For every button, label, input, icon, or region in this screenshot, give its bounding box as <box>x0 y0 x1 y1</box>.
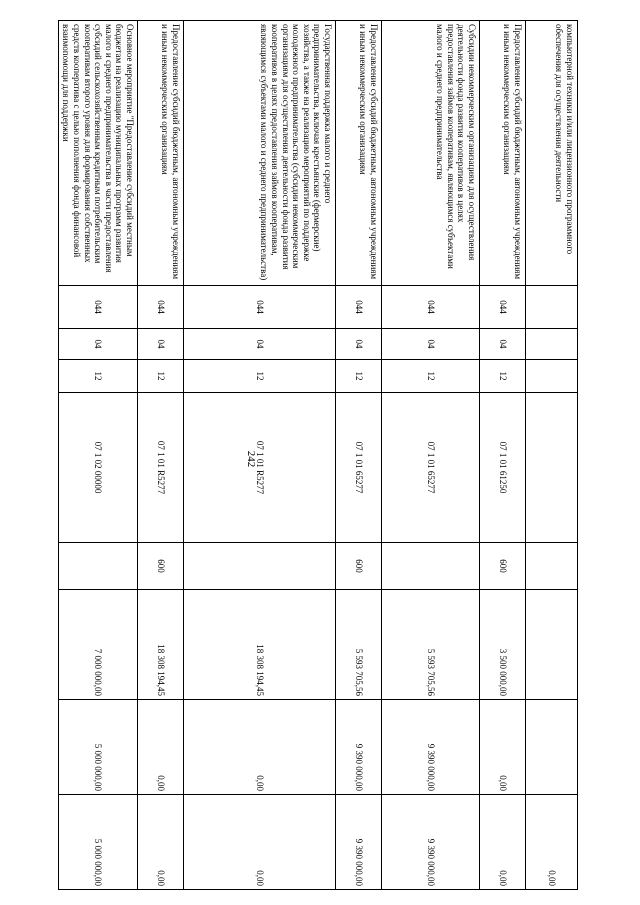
cell-section: 04 <box>184 329 336 360</box>
cell-section: 04 <box>336 329 382 360</box>
cell-section: 04 <box>480 329 526 360</box>
cell-ministry: 044 <box>138 286 184 329</box>
cell-value-1: 18 308 194,45 <box>184 590 336 700</box>
cell-name: Предоставление субсидий бюджетным, автономным учреждениям и иным некоммерческим организациям <box>480 21 526 286</box>
cell-target: 07 1 01 65277 <box>382 393 480 543</box>
cell-value-1: 5 593 705,56 <box>382 590 480 700</box>
cell-subsection: 12 <box>382 360 480 393</box>
cell-ministry: 044 <box>58 286 137 329</box>
cell-type <box>58 543 137 590</box>
cell-target: 07 1 01 R5277 <box>138 393 184 543</box>
budget-table <box>58 20 578 890</box>
cell-value-2: 0,00 <box>184 700 336 795</box>
cell-value-1 <box>526 590 578 700</box>
cell-value-1: 5 593 705,56 <box>336 590 382 700</box>
cell-type: 600 <box>336 543 382 590</box>
cell-value-2: 0,00 <box>480 700 526 795</box>
cell-name: компьютерной техники и/или лицензионного программного обеспечения для осуществления деятельности <box>526 21 578 286</box>
table-row <box>382 21 480 890</box>
cell-ministry: 044 <box>382 286 480 329</box>
cell-value-3: 0,00 <box>480 795 526 890</box>
cell-value-3: 0,00 <box>526 795 578 890</box>
cell-subsection: 12 <box>184 360 336 393</box>
cell-target: 07 1 01 61250 <box>480 393 526 543</box>
cell-subsection: 12 <box>58 360 137 393</box>
cell-value-3: 0,00 <box>184 795 336 890</box>
cell-value-3: 0,00 <box>138 795 184 890</box>
cell-value-1: 18 308 194,45 <box>138 590 184 700</box>
cell-value-2 <box>526 700 578 795</box>
cell-section <box>526 329 578 360</box>
cell-target <box>526 393 578 543</box>
table-row <box>184 21 336 890</box>
cell-subsection <box>526 360 578 393</box>
cell-ministry: 044 <box>336 286 382 329</box>
cell-subsection: 12 <box>138 360 184 393</box>
cell-type <box>526 543 578 590</box>
budget-table-container <box>61 20 578 889</box>
cell-name: Предоставление субсидий бюджетным, автономным учреждениям и иным некоммерческим организациям <box>138 21 184 286</box>
cell-value-2: 9 390 000,00 <box>336 700 382 795</box>
cell-value-1: 3 500 000,00 <box>480 590 526 700</box>
rotated-table-layer <box>61 20 578 889</box>
cell-section: 04 <box>58 329 137 360</box>
cell-name: Предоставление субсидий бюджетным, автономным учреждениям и иным некоммерческим организациям <box>336 21 382 286</box>
table-row <box>480 21 526 890</box>
cell-section: 04 <box>382 329 480 360</box>
cell-value-2: 9 390 000,00 <box>382 700 480 795</box>
table-row <box>138 21 184 890</box>
cell-section: 04 <box>138 329 184 360</box>
budget-table-body <box>58 21 577 890</box>
table-row <box>58 21 137 890</box>
cell-ministry: 044 <box>184 286 336 329</box>
cell-value-3: 9 390 000,00 <box>382 795 480 890</box>
cell-type: 600 <box>480 543 526 590</box>
page-number: 242 <box>245 450 257 468</box>
cell-target: 07 1 01 R5277 <box>184 393 336 543</box>
cell-type <box>382 543 480 590</box>
table-row <box>336 21 382 890</box>
cell-name: Основное мероприятие "Предоставление субсидий местным бюджетам на реализацию муниципальных программ развития малого и среднего предпринимательства в части предоставления субсидий сельскохозяйственным кредитным потребительским кооперативам второго уровня для формирования собственных средств кооператива с целью пополнения фонда финансовой взаимопомощи для поддержки <box>58 21 137 286</box>
cell-name: Субсидии некоммерческим организациям для осуществления деятельности фонда развития кооперативов в целях предоставления займов кооперативам, являющимся субъектами малого и среднего предпринимательства <box>382 21 480 286</box>
table-row <box>526 21 578 890</box>
cell-type <box>184 543 336 590</box>
cell-value-3: 5 000 000,00 <box>58 795 137 890</box>
cell-subsection: 12 <box>336 360 382 393</box>
cell-subsection: 12 <box>480 360 526 393</box>
cell-ministry <box>526 286 578 329</box>
cell-target: 07 1 02 00000 <box>58 393 137 543</box>
cell-value-1: 7 000 000,00 <box>58 590 137 700</box>
cell-value-3: 9 390 000,00 <box>336 795 382 890</box>
cell-target: 07 1 01 65277 <box>336 393 382 543</box>
cell-ministry: 044 <box>480 286 526 329</box>
cell-type: 600 <box>138 543 184 590</box>
cell-value-2: 0,00 <box>138 700 184 795</box>
cell-name: Государственная поддержка малого и среднего предпринимательства, включая крестьянские (фермерские) хозяйства, а также на реализацию мероприятий по поддержке молодежного предпринимательства (субсидии некоммерческим организациям для осуществления деятельности фонда развития кооперативов в целях предоставления займов кооперативам, являющимся субъектами малого и среднего предпринимательства) <box>184 21 336 286</box>
cell-value-2: 5 000 000,00 <box>58 700 137 795</box>
